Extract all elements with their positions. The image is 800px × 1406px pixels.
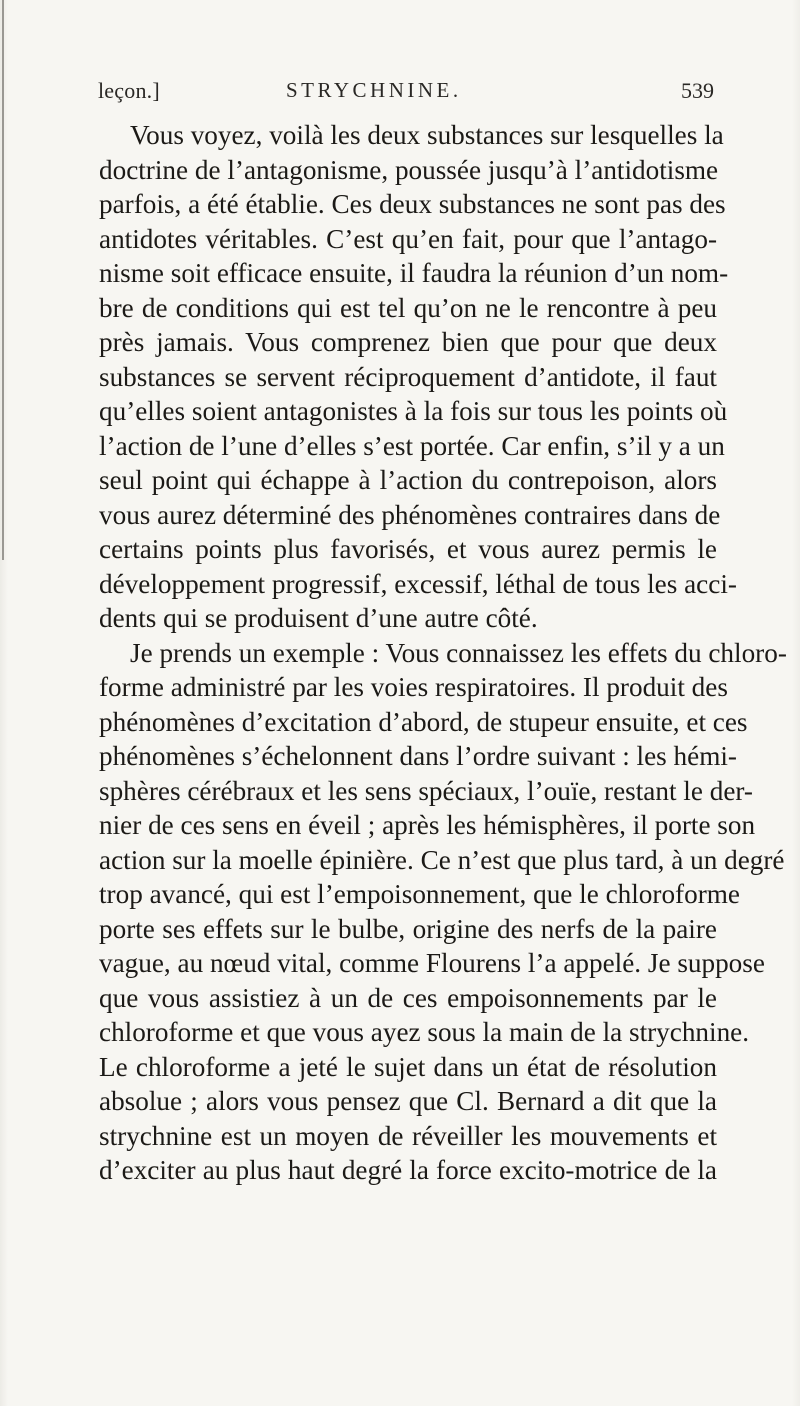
text-line: phénomènes s’échelonnent dans l’ordre suivant : les hémi- (99, 741, 737, 771)
text-line: antidotes véritables. C’est qu’en fait, pour que l’antago- (99, 223, 717, 254)
text-line: Vous voyez, voilà les deux substances sur lesquelles la (130, 120, 724, 150)
text-line: l’action de l’une d’elles s’est portée. Car enfin, s’il y a un (99, 430, 725, 461)
text-line: vague, au nœud vital, comme Flourens l’a appelé. Je suppose (99, 948, 765, 978)
text-line: près jamais. Vous comprenez bien que pour que deux (99, 327, 717, 357)
paragraph-2 (99, 636, 787, 1188)
text-line: seul point qui échappe à l’action du contrepoison, alors (99, 465, 717, 495)
text-line: d’exciter au plus haut degré la force excito-motrice de la (99, 1155, 717, 1185)
text-line: parfois, a été établie. Ces deux substances ne sont pas des (99, 189, 726, 219)
text-line: dents qui se produisent d’une autre côté. (99, 603, 538, 633)
body-text (99, 118, 787, 1188)
text-line: vous aurez déterminé des phénomènes contraires dans de (99, 499, 721, 530)
text-line: certains points plus favorisés, et vous aurez permis le (99, 534, 717, 564)
text-line: trop avancé, qui est l’empoisonnement, que le chloroforme (99, 879, 740, 909)
text-line: nisme soit efficace ensuite, il faudra la réunion d’un nom- (99, 258, 729, 288)
text-line: qu’elles soient antagonistes à la fois sur tous les points où (99, 396, 728, 426)
text-line: substances se servent réciproquement d’antidote, il faut (99, 361, 717, 392)
text-line: doctrine de l’antagonisme, poussée jusqu’à l’antidotisme (99, 154, 719, 185)
text-line: que vous assistiez à un de ces empoisonnements par le (99, 982, 717, 1013)
header-title: STRYCHNINE. (286, 78, 462, 102)
text-line: forme administré par les voies respiratoires. Il produit des (99, 672, 728, 702)
page-number: 539 (681, 78, 714, 103)
text-line: bre de conditions qui est tel qu’on ne le rencontre à peu (99, 292, 717, 323)
text-line: absolue ; alors vous pensez que Cl. Bernard a dit que la (99, 1086, 717, 1116)
page-header (98, 78, 714, 108)
text-line: phénomènes d’excitation d’abord, de stupeur ensuite, et ces (99, 706, 748, 737)
text-line: chloroforme et que vous ayez sous la main de la strychnine. (99, 1017, 750, 1047)
text-line: action sur la moelle épinière. Ce n’est que plus tard, à un degré (99, 844, 785, 875)
text-line: nier de ces sens en éveil ; après les hémisphères, il porte son (99, 810, 756, 840)
page-edge-rule (2, 0, 4, 560)
text-line: strychnine est un moyen de réveiller les mouvements et (99, 1120, 717, 1151)
text-line: développement progressif, excessif, léthal de tous les acci- (99, 568, 737, 599)
text-line: Le chloroforme a jeté le sujet dans un état de résolution (99, 1051, 717, 1082)
text-line: sphères cérébraux et les sens spéciaux, l’ouïe, restant le der- (99, 775, 753, 806)
text-line: porte ses effets sur le bulbe, origine des nerfs de la paire (99, 913, 717, 944)
header-lesson: leçon.] (98, 78, 160, 103)
paragraph-1 (99, 118, 737, 636)
text-line: Je prends un exemple : Vous connaissez les effets du chloro- (130, 637, 787, 668)
